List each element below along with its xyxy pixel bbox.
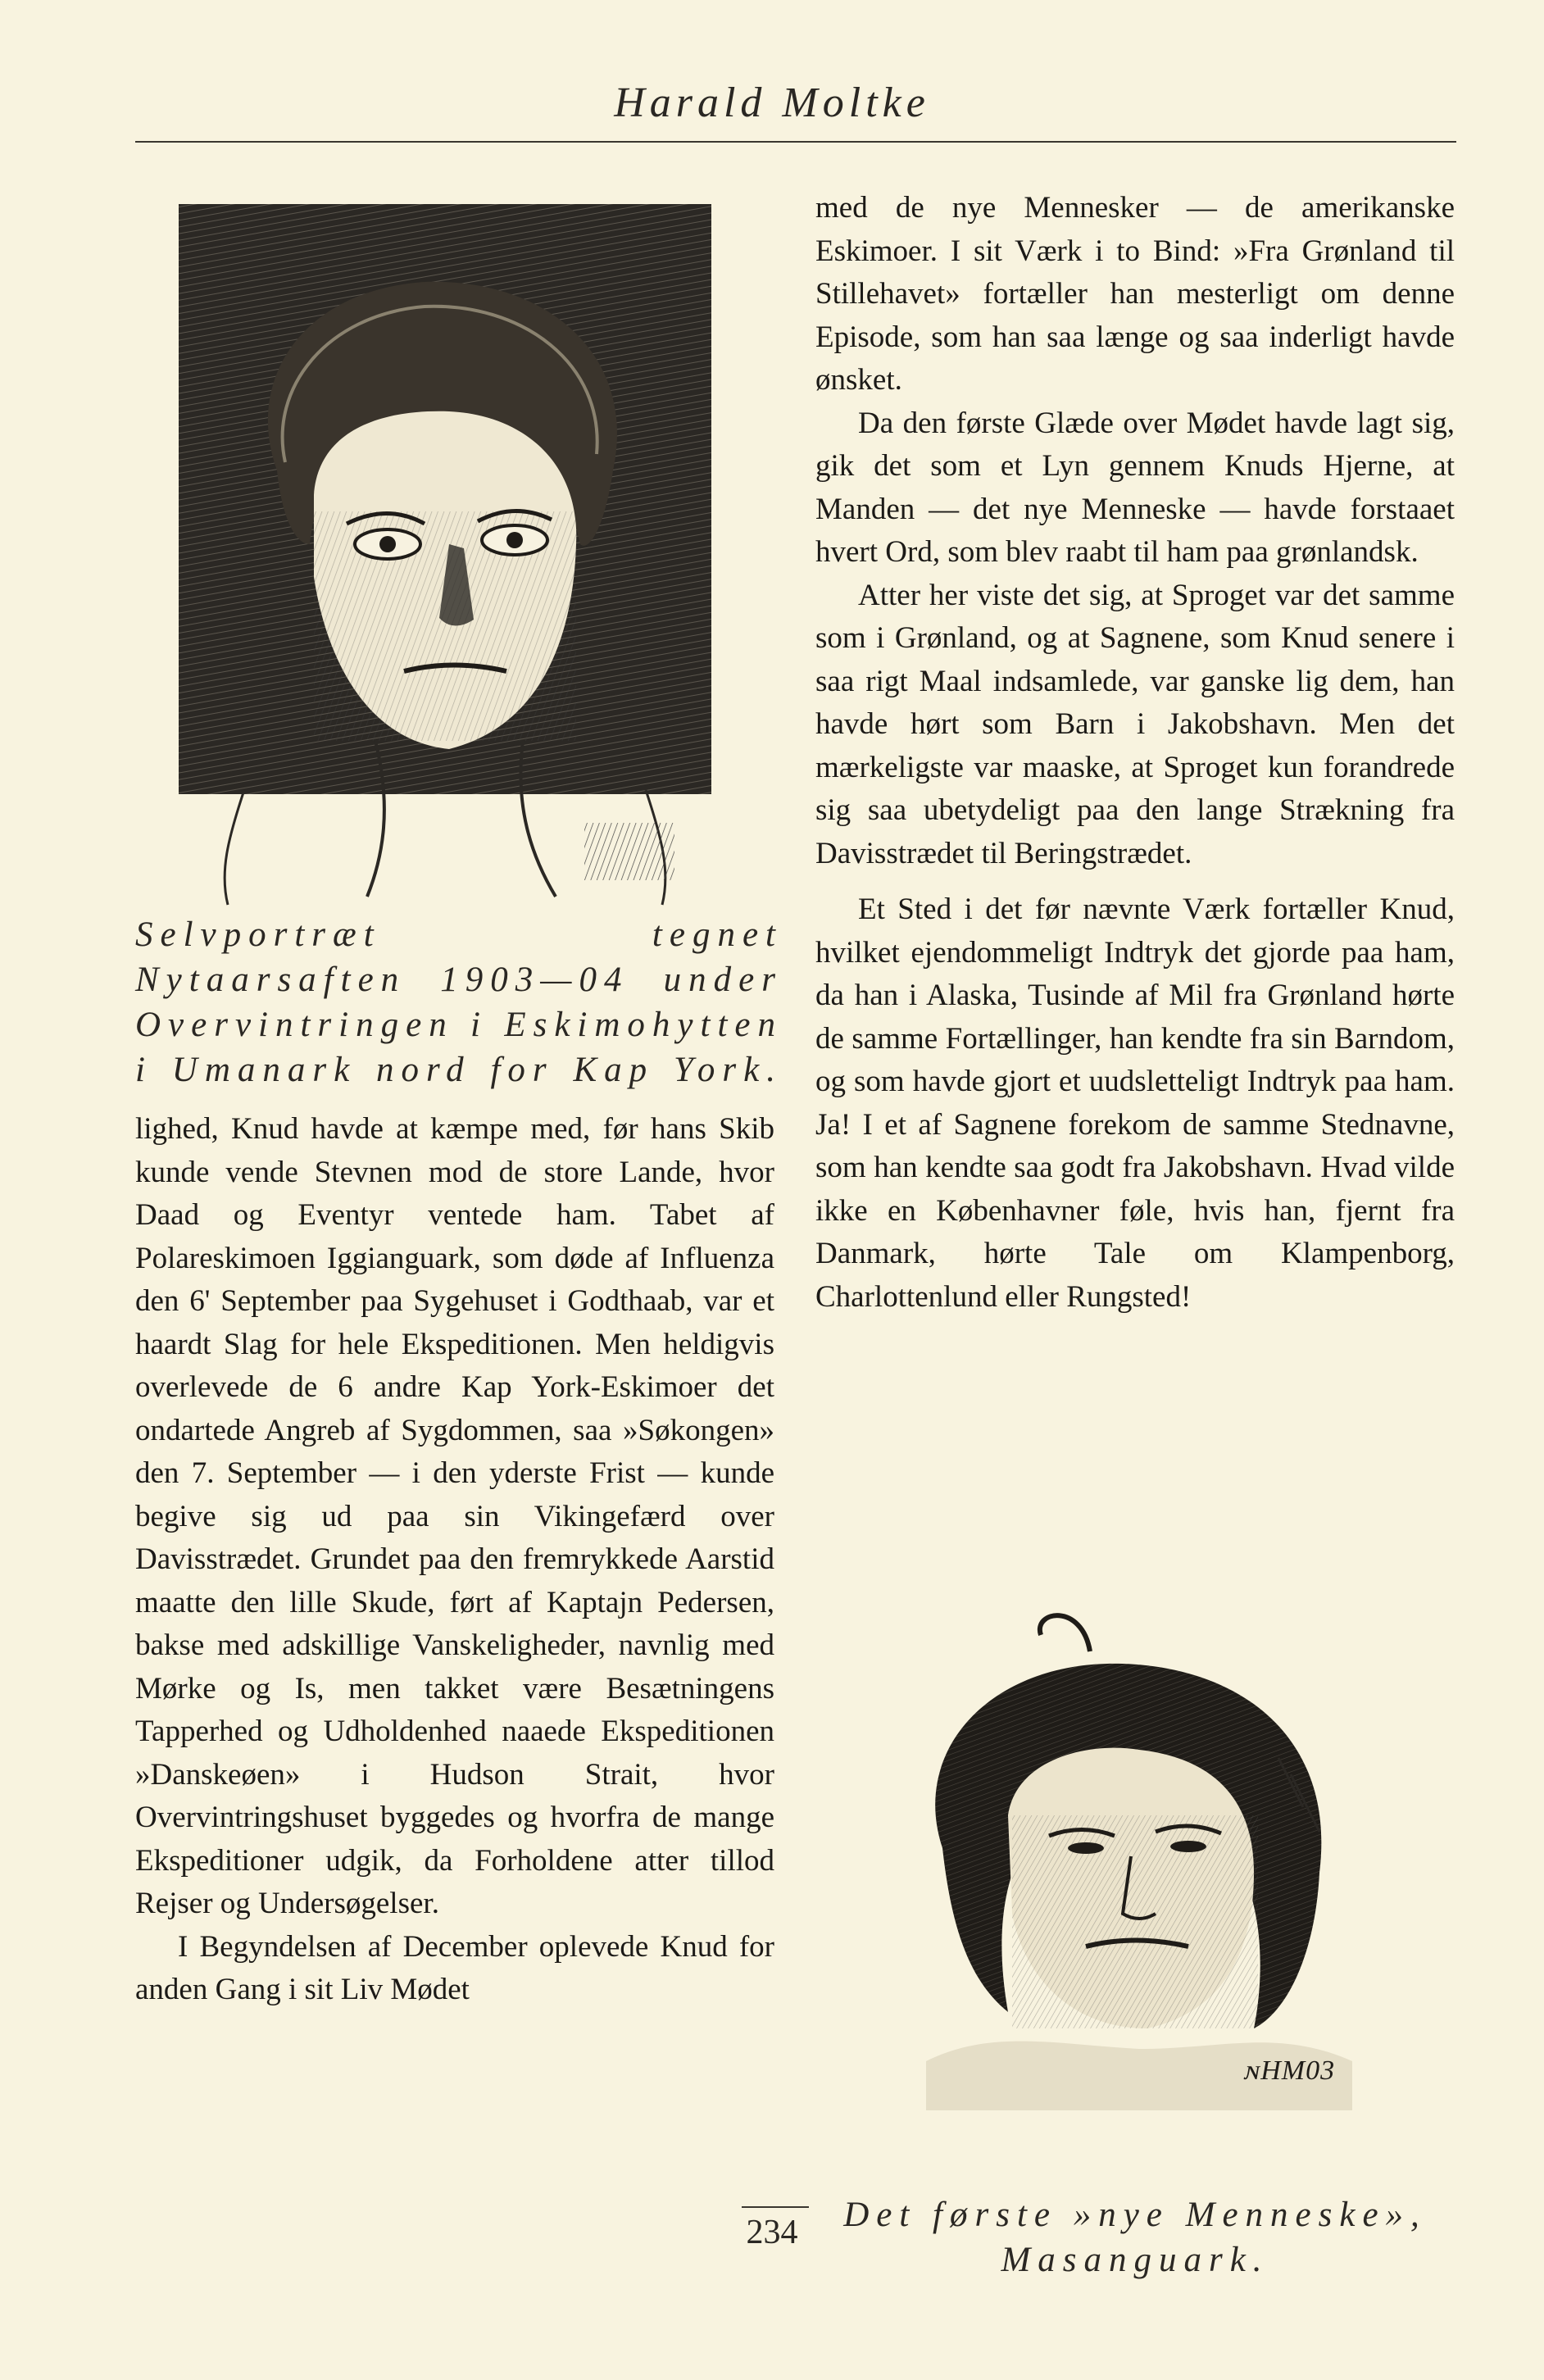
right-paragraph-4: Et Sted i det før nævnte Værk fortæller Knud, hvilket ejendommeligt Indtryk det gjorde paa ham, da han i Alaska, Tusinde af Mil fra Grønland hørte de samme Fortællinger, han kendte fra sin Barndom, og som havde gjort et uudsletteligt Indtryk paa ham. Ja! I et af Sagnene forekom de samme Stednavne, som han kendte saa godt fra Jakobshavn. Hvad vilde ikke en Københavner føle, hvis han, fjernt fra Danmark, hørte Tale om Klampenborg, Charlottenlund eller Rungsted! (815, 892, 1455, 1314)
header-rule (135, 141, 1456, 143)
left-paragraph-2: I Begyndelsen af December oplevede Knud for anden Gang i sit Liv Mødet (135, 1929, 774, 2006)
left-paragraph-1: lighed, Knud havde at kæmpe med, før hans Skib kunde vende Stevnen mod de store Lande, hvor Daad og Eventyr ventede ham. Tabet af Polareskimoen Iggianguark, som døde af Influenza den 6' September paa Sygehuset i Godthaab, var et haardt Slag for hele Ekspeditionen. Men heldigvis overlevede de 6 andre Kap York-Eskimoer det ondartede Angreb af Sygdommen, saa »Søkongen» den 7. September — i den yderste Frist — kunde begive sig ud paa sin Vikingefærd over Davisstrædet. Grundet paa den fremrykkede Aarstid maatte den lille Skude, ført af Kaptajn Pedersen, bakse med adskillige Vanskeligheder, navnlig med Mørke og Is, men takket være Besætningens Tapperhed og Udholdenhed naaede Ekspeditionen »Danskeøen» i Hudson Strait, hvor Overvintringshuset byggedes og hvorfra de mange Ekspeditioner udgik, da Forholdene atter tillod Rejser og Undersøgelser. (135, 1112, 774, 1920)
right-column (815, 187, 1455, 1319)
right-paragraph-1: med de nye Mennesker — de amerikanske Eskimoer. I sit Værk i to Bind: »Fra Grønland til Stillehavet» fortæller han mesterligt om denne Episode, som han saa længe og saa inderligt havde ønsket. (815, 191, 1455, 397)
folio-rule (742, 2206, 809, 2208)
figure2-caption-line2: Masanguark. (1001, 2241, 1269, 2279)
running-title: Harald Moltke (614, 79, 930, 126)
right-paragraph-2: Da den første Glæde over Mødet havde lagt sig, gik det som et Lyn gennem Knuds Hjerne, at Manden — det nye Menneske — havde forstaaet hvert Ord, som blev raabt til ham paa grønlandsk. (815, 406, 1455, 569)
right-paragraph-3: Atter her viste det sig, at Sproget var det samme som i Grønland, og at Sagnene, som Knud senere i saa rigt Maal indsamlede, var ganske lig dem, han havde hørt som Barn i Jakobshavn. Men det mærkeligste var maaske, at Sproget kun forandrede sig saa ubetydeligt paa den lange Strækning fra Davisstrædet til Beringstrædet. (815, 578, 1455, 870)
figure1-caption: Selvportræt tegnet Nytaarsaften 1903—04 under Overvintringen i Eskimohytten i Umanark nord for Kap York. (135, 915, 783, 1089)
artist-signature: ɴHM03 (1246, 2055, 1336, 2086)
figure2-caption-line1: Det første »nye Menneske», (843, 2196, 1427, 2234)
left-column (135, 1108, 774, 2012)
page-number: 234 (746, 2214, 798, 2251)
self-portrait-drawing (179, 200, 711, 906)
masanguark-portrait-drawing (893, 1602, 1373, 2110)
